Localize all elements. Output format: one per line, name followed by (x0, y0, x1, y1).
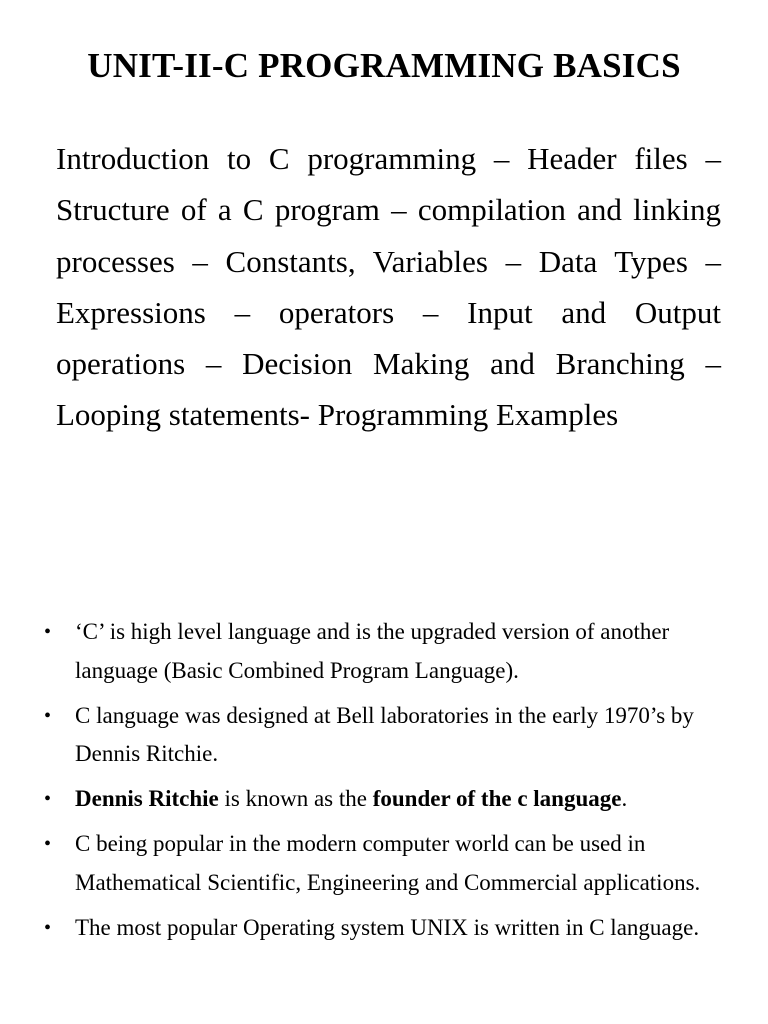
bullet-icon: • (44, 788, 52, 810)
list-item (0, 909, 723, 948)
list-item-text: C being popular in the modern computer world can be used in Mathematical Scientific, Engineering and Commercial applications. (75, 831, 701, 895)
list-item-text-segment: is known as the (218, 786, 373, 811)
syllabus-paragraph: Introduction to C programming – Header files – Structure of a C program – compilation and linking processes – Constants, Variables – Data Types – Expressions – operators – Input and Output operations – Decision Making and Branching – Looping statements- Programming Examples (56, 141, 721, 433)
bullet-icon: • (44, 621, 52, 643)
page-title: UNIT-II-C PROGRAMMING BASICS (87, 46, 681, 85)
list-item-text: C language was designed at Bell laboratories in the early 1970’s by Dennis Ritchie. (75, 702, 694, 766)
list-item-text: ‘C’ is high level language and is the upgraded version of another language (Basic Combined Program Language). (75, 619, 670, 683)
list-item-text: The most popular Operating system UNIX is written in C language. (75, 914, 700, 940)
list-item (0, 613, 723, 690)
bullet-icon: • (44, 833, 52, 855)
list-item (0, 697, 723, 774)
list-item-text (75, 786, 627, 811)
bullet-icon: • (44, 916, 52, 939)
list-item (0, 825, 723, 902)
list-item-text-segment: . (621, 786, 628, 811)
bold-name: Dennis Ritchie (75, 786, 219, 811)
bullet-icon: • (44, 704, 52, 727)
list-item (0, 780, 723, 819)
bold-phrase: founder of the c language (372, 786, 622, 811)
bullet-list (0, 613, 768, 954)
